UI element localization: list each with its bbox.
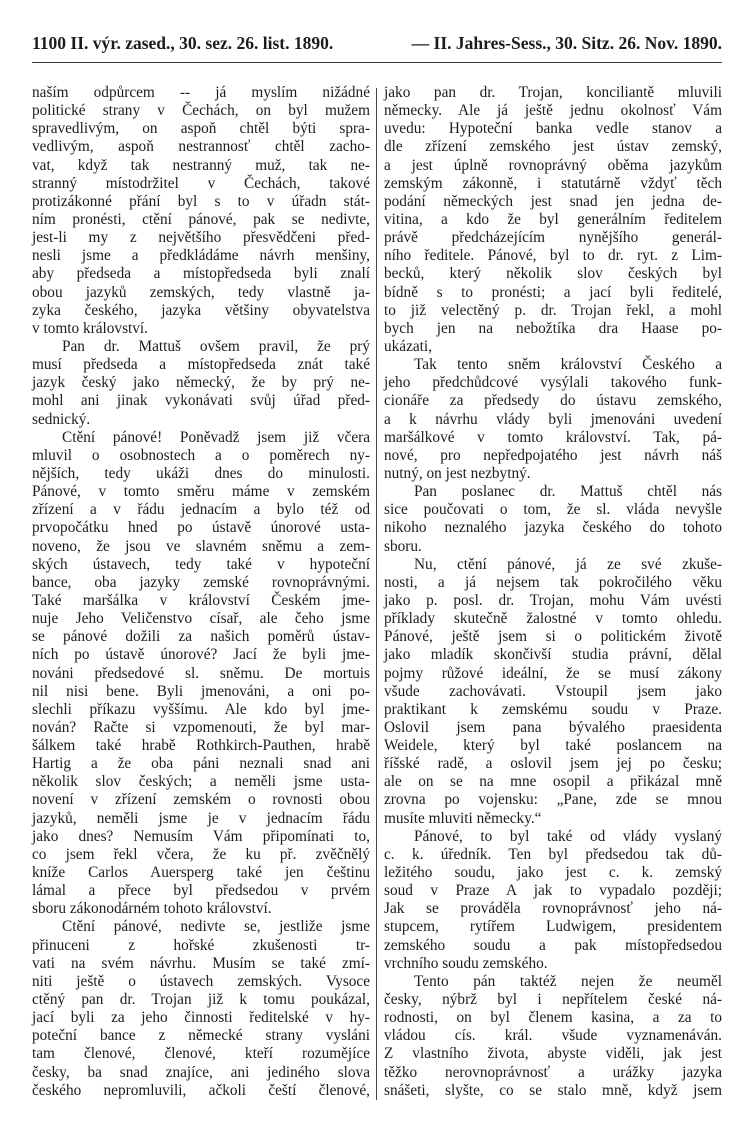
text-line: Pánové, v tomto směru máme v zemském [32,483,370,501]
text-line: jazyk český jako německý, že by prý ne- [32,374,370,392]
text-line: politické strany v Čechách, on byl mužem [32,102,370,120]
paragraph [32,918,370,1099]
text-line: bych jen na nebožtíka dra Haase po- [384,319,722,337]
text-line: česky, nýbrž byl i nepřítelem české ná- [384,991,722,1009]
text-line: ctěný pan dr. Trojan již k tomu poukázal, [32,991,370,1009]
text-line: jest-li my z největšího přesvědčeni před- [32,229,370,247]
text-line: cionáře za předsedy do ústavu zemského, [384,392,722,410]
text-line: nějších, tedy ukáži dnes do minulosti. [32,464,370,482]
text-line: Z vlastního života, abyste viděli, jak jest [384,1045,722,1063]
text-line: praktikant k zemskému soudu v Praze. [384,700,722,718]
text-line: zemského soudu a pak místopředsedou [384,936,722,954]
text-line: ních po ústavě únorové? Jací že byli jme- [32,646,370,664]
text-line: nil nisi bene. Byli jmenováni, a oni po- [32,682,370,700]
text-line: jazyků, neměli jsme je v jednacím řádu [32,809,370,827]
header-rule [32,62,722,63]
text-line: vrchního soudu zemského. [384,954,548,972]
text-line: se pánové dožili za našich poměrů ústav- [32,628,370,646]
text-line: mohl ani jinak vykonávati svůj úřad před- [32,392,370,410]
text-line: ukázati, [384,337,432,355]
text-line: českého nepromluvili, ačkoli čeští členové, [32,1081,370,1099]
text-line: becků, který několik slov českých byl [384,265,722,283]
text-line: vládou cís. král. všude vyznamenáván. [384,1027,722,1045]
text-line: nové, pro nepředpojatého jest návrh náš [384,446,722,464]
text-line: niti ještě o ústavech zemských. Vysoce [32,972,370,990]
text-line: Pan dr. Mattuš ovšem pravil, že prý [62,337,370,355]
text-line: lámal a přece byl předsedou v prvém [32,882,370,900]
text-line: Pánové, ještě jsem si o politickém životě [384,628,722,646]
text-line: rodnosti, on byl členem kasina, a za to [384,1009,722,1027]
text-line: aby předseda a místopředseda byli znalí [32,265,370,283]
text-line: německy. Ale já ještě jednu okolnosť Vám [384,102,722,120]
text-line: Jak se prováděla rovnoprávnosť jeho ná- [384,900,722,918]
text-line: vat, když tak nestranný muž, tak ne- [32,156,370,174]
header-german: — II. Jahres-Sess., 30. Sitz. 26. Nov. 1890. [411,33,722,53]
text-line: Tento pán taktéž nejen že neuměl [414,972,722,990]
text-line: ských ústavech, tedy také v hypoteční [32,555,370,573]
text-line: říšské radě, a oslovil jsem jej po česku; [384,755,722,773]
text-line: jací byli za jeho činnosti ředitelské v hy- [32,1009,370,1027]
text-line: bídně s to pronésti; a jací byli ředitelé, [384,283,722,301]
text-line: bance, oba jazyky zemské rovnoprávnými. [32,573,370,591]
text-line: kníže Carlos Auersperg také jen češtinu [32,864,370,882]
text-line: a jest úplně rovnoprávný oběma jazykům [384,156,722,174]
text-line: nován? Račte si vzpomenouti, že byl mar- [32,718,370,736]
text-line: nutný, on jest nezbytný. [384,464,531,482]
text-line: co jsem řekl včera, že ku př. zvěčnělý [32,845,370,863]
text-line: Nu, ctění pánové, já ze své zkuše- [414,555,722,573]
text-line: Pan poslanec dr. Mattuš chtěl nás [414,483,722,501]
text-line: uvedu: Hypoteční banka vedle stanov a [384,120,722,138]
text-line: nesli jsme a předkládáme návrh menšiny, [32,247,370,265]
text-line: vedlivým, aspoň nestrannosť chtěl zacho- [32,138,370,156]
text-line: jeho předchůdcové vysýlali takového funk- [384,374,722,392]
text-line: novení v zřízení zemském o rovnosti obou [32,791,370,809]
text-line: jako pan dr. Trojan, konciliantě mluvili [384,84,722,101]
text-line: vati na svém návrhu. Musím se také zmí- [32,954,370,972]
text-line: Ctění pánové, nedivte se, jestliže jsme [62,918,370,936]
text-line: musíte mluviti německy.“ [384,809,542,827]
text-line: několik slov českých; a neměli jsme usta- [32,773,370,791]
text-line: mluvil o osobnostech a o poměrech ny- [32,446,370,464]
text-line: maršálkové v tomto království. Tak, pá- [384,428,722,446]
text-line: noveno, že jsou ve slavném sněmu a zem- [32,537,370,555]
text-line: jako mladík skončivší studia právní, dělal [384,646,722,664]
text-line: nikoho neznalého jazyka českého do tohoto [384,519,722,537]
text-line: c. k. úředník. Ten byl předsedou tak dů- [384,845,722,863]
text-line: poteční bance z německé strany vysláni [32,1027,370,1045]
text-line: stupcem, rytířem Ludwigem, presidentem [384,918,722,936]
text-line: Hartig a že oba páni neznali snad ani [32,755,370,773]
text-line: obou jazyků zemských, tedy vlastně ja- [32,283,370,301]
text-line: slechli příkazu vyššímu. Ale kdo byl jme- [32,700,370,718]
text-line: sboru. [384,537,422,555]
text-line: Weidele, který byl také poslancem na [384,737,722,755]
text-line: zyka českého, jazyka většiny obyvatelstva [32,301,370,319]
text-line: zemským zákonně, i statutárně vždyť těch [384,174,722,192]
text-line: prvopočátku hned po ústavě únorové usta- [32,519,370,537]
right-column [384,84,722,1100]
text-line: podání německých jest snad jen jedna de- [384,192,722,210]
text-line: Také maršálka v království Českém jme- [32,591,370,609]
paragraph [32,84,370,338]
text-line: v tomto království. [32,319,148,337]
text-line: zrovna po vojensku: „Pane, zde se mnou [384,791,722,809]
text-line: přinuceni z hořské zkušenosti tr- [32,936,370,954]
text-line: Oslovil jsem pana bývalého praesidenta [384,718,722,736]
text-line: právě předcházejícím nynějšího generál- [384,229,722,247]
text-line: česky, ba snad znajíce, ani jediného slova [32,1063,370,1081]
text-line: nuje Jeho Veličenstvo císař, ale čeho jsme [32,610,370,628]
text-line: to již velectěný p. dr. Trojan řekl, a mohl [384,301,722,319]
text-line: naším odpůrcem -- já myslím nižádné [32,84,370,101]
running-header [32,33,722,54]
text-line: tam členové, členové, kteří rozumějíce [32,1045,370,1063]
text-line: těžko nerovnoprávnosť a urážky jazyka [384,1063,722,1081]
text-line: a k návrhu vlády byli jmenováni uvedení [384,410,722,428]
column-divider [376,88,377,1100]
text-line: Ctění pánové! Poněvadž jsem již včera [62,428,370,446]
text-line: jako dnes? Nemusím Vám připomínati to, [32,827,370,845]
paragraph [384,828,722,973]
text-line: Pánové, to byl také od vlády vyslaný [414,827,722,845]
text-line: zřízení a v řádu jednacím a bylo též od [32,501,370,519]
text-line: příklady skutečně žalostné v tomto ohledu. [384,610,722,628]
text-line: soud v Praze A jak to vypadalo později; [384,882,722,900]
left-column [32,84,370,1100]
paragraph [32,429,370,919]
text-line: ležitého soudu, jako jest c. k. zemský [384,864,722,882]
text-line: sboru zákonodárném tohoto království. [32,900,272,918]
paragraph [384,483,722,556]
text-line: všude zachovávati. Vstoupil jsem jako [384,682,722,700]
text-line: musí předseda a místopředseda znát také [32,356,370,374]
text-line: nováni předsedové sl. sněmu. De mortuis [32,664,370,682]
paragraph [32,338,370,429]
text-line: protizákonné přání byl s to v úřadn stát- [32,192,370,210]
text-line: ale on se na mne osopil a přikázal mně [384,773,722,791]
text-line: Tak tento sněm království Českého a [414,356,722,374]
text-line: nosti, a já nejsem tak pokročilého věku [384,573,722,591]
text-line: dle zřízení zemského jest ústav zemský, [384,138,722,156]
text-line: šálkem také hrabě Rothkirch-Pauthen, hrabě [32,737,370,755]
paragraph [384,356,722,483]
text-line: stranný místodržitel v Čechách, takové [32,174,370,192]
text-line: vitina, a kdo že byl generálním ředitelem [384,210,722,228]
text-line: sice poučovati o tom, že sl. vláda nevyšle [384,501,722,519]
text-line: pojmy růžové ideální, že se musí zákony [384,664,722,682]
text-line: sednický. [32,410,91,428]
text-line: ním pronésti, ctění pánové, pak se nedivte, [32,210,370,228]
text-line: ního ředitele. Pánové, byl to dr. ryt. z Lim- [384,247,722,265]
header-czech: 1100 II. výr. zased., 30. sez. 26. list. 1890. [32,33,334,53]
text-line: snášeti, slyšte, co se stalo mně, když jsem [384,1081,722,1099]
paragraph [384,973,722,1100]
text-line: spravedlivým, on aspoň chtěl býti spra- [32,120,370,138]
text-line: jako p. posl. dr. Trojan, mohu Vám uvésti [384,591,722,609]
paragraph [384,556,722,828]
paragraph [384,84,722,356]
